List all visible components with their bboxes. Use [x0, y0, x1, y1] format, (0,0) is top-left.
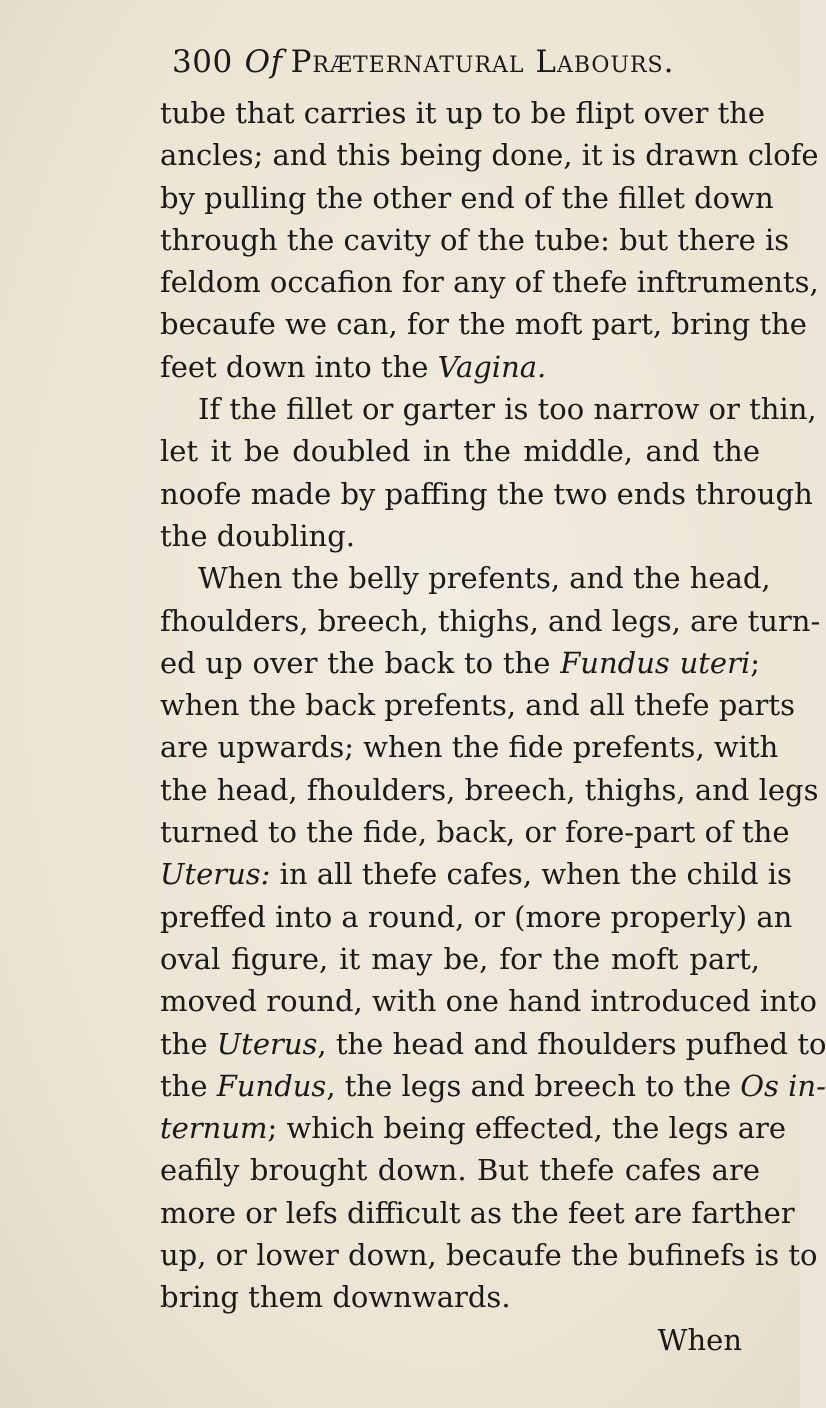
text-line: eafily brought down. But thefe cafes are — [160, 1153, 760, 1188]
text-line: If the fillet or garter is too narrow or thin, — [198, 392, 817, 427]
text-line: bring them downwards. — [160, 1280, 511, 1315]
text-line: ternum; which being effected, the legs are — [160, 1111, 787, 1146]
body-text — [160, 92, 826, 1361]
text-line: noofe made by paffing the two ends through — [160, 476, 813, 511]
text-line: more or lefs difficult as the feet are farther — [160, 1195, 795, 1230]
text-line: the head, fhoulders, breech, thighs, and legs — [160, 772, 819, 807]
text-line: up, or lower down, becaufe the bufinefs is to — [160, 1238, 818, 1273]
text-line: oval figure, it may be, for the moft part, — [160, 941, 760, 976]
text-line: becaufe we can, for the moft part, bring the — [160, 307, 807, 342]
text-line: fhoulders, breech, thighs, and legs, are turn- — [160, 603, 821, 638]
text-line: the Fundus, the legs and breech to the Os in- — [160, 1068, 826, 1103]
text-line: Uterus: in all thefe cafes, when the child is — [160, 857, 792, 892]
text-line: turned to the fide, back, or fore-part of the — [160, 815, 790, 850]
text-line: through the cavity of the tube: but there is — [160, 222, 790, 257]
text-line: the Uterus, the head and fhoulders pufhed to — [160, 1026, 826, 1061]
text-line: when the back prefents, and all thefe parts — [160, 688, 795, 723]
text-line: by pulling the other end of the fillet down — [160, 180, 774, 215]
text-line: the doubling. — [160, 518, 355, 553]
text-line: moved round, with one hand introduced into — [160, 984, 817, 1019]
header-of: Of — [244, 44, 283, 80]
text-line: ancles; and this being done, it is drawn clofe — [160, 138, 819, 173]
running-header — [172, 44, 675, 80]
text-line: When the belly prefents, and the head, — [198, 561, 771, 596]
text-line: tube that carries it up to be flipt over the — [160, 96, 766, 130]
page-number: 300 — [172, 44, 233, 80]
text-line: let it be doubled in the middle, and the — [160, 434, 760, 469]
text-line: preffed into a round, or (more properly) an — [160, 899, 793, 934]
text-line: are upwards; when the fide prefents, with — [160, 730, 779, 765]
chapter-title: Præternatural Labours. — [290, 44, 675, 80]
text-line: feldom occafion for any of thefe inftruments, — [160, 265, 819, 300]
catchword: When — [657, 1322, 742, 1357]
text-line: feet down into the Vagina. — [160, 349, 547, 384]
text-line: ed up over the back to the Fundus uteri; — [160, 645, 760, 680]
